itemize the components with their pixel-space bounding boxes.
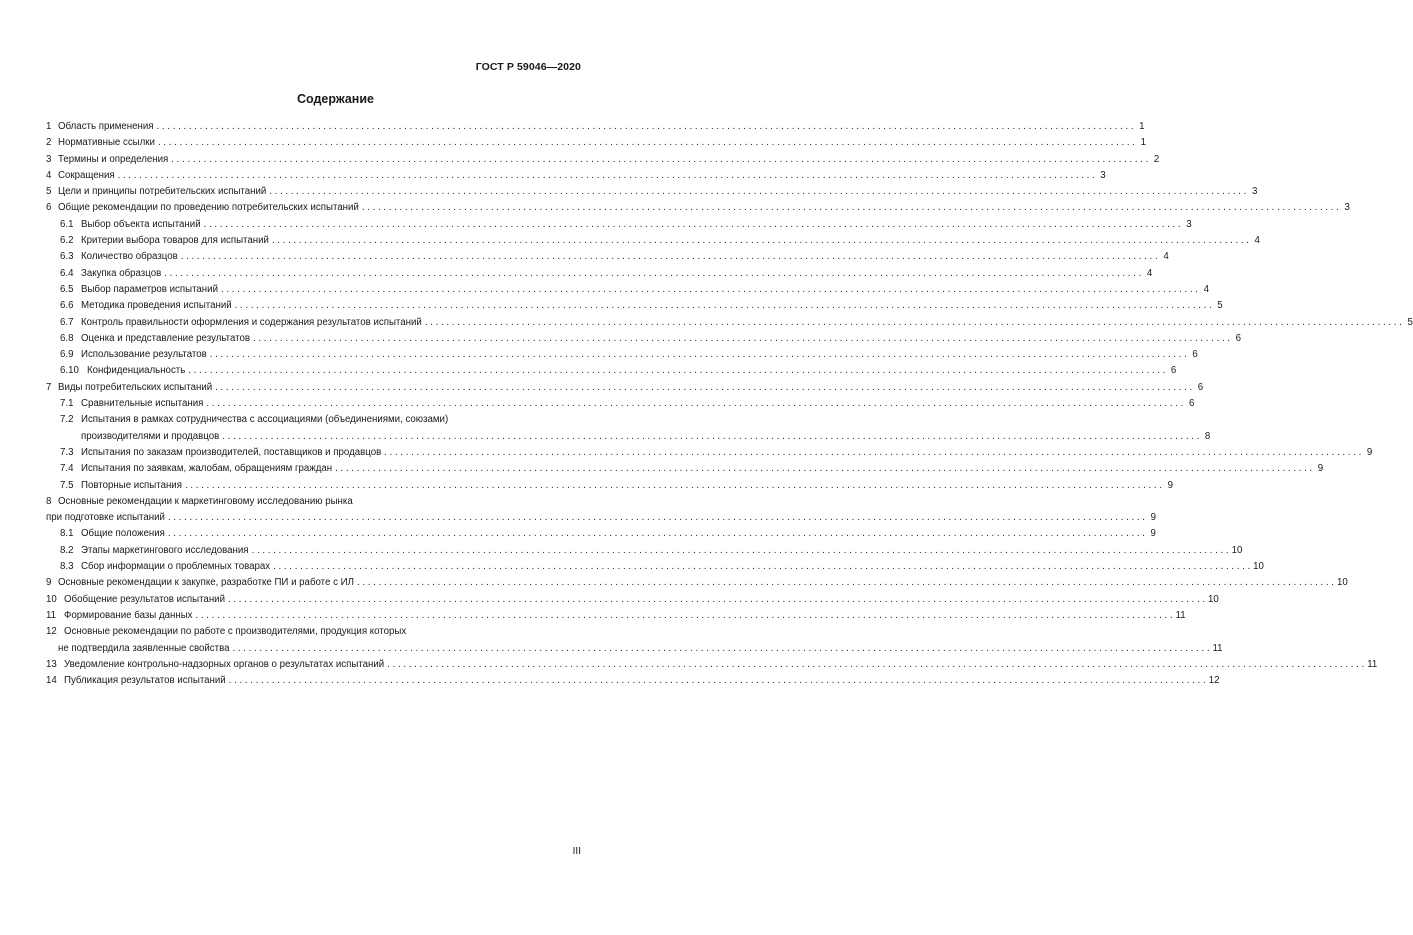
page-title: Содержание [296, 92, 374, 106]
toc-entry-6[interactable]: 6 Общие рекомендации по проведению потребительских испытаний . . . 3 [46, 200, 584, 216]
toc-entry-11[interactable]: 11 Формирование базы данных . . . 11 [46, 608, 584, 624]
toc-entry-7-4[interactable]: 7.4 Испытания по заявкам, жалобам, обращениям граждан . . . 9 [46, 461, 584, 477]
toc-entry-8[interactable]: 8 Основные рекомендации к маркетинговому исследованию рынка при подготовке испытаний . . . 9 [46, 494, 584, 527]
table-of-contents [46, 119, 1413, 689]
toc-entry-6-4[interactable]: 6.4 Закупка образцов . . . 4 [46, 266, 584, 282]
toc-entry-6-5[interactable]: 6.5 Выбор параметров испытаний . . . 4 [46, 282, 584, 298]
toc-entry-7[interactable]: 7 Виды потребительских испытаний . . . 6 [46, 380, 584, 396]
toc-entry-7-5[interactable]: 7.5 Повторные испытания . . . 9 [46, 478, 584, 494]
toc-entry-6-9[interactable]: 6.9 Использование результатов . . . 6 [46, 347, 584, 363]
document-id: ГОСТ Р 59046—2020 [475, 61, 581, 73]
toc-entry-10[interactable]: 10 Обобщение результатов испытаний . . . 10 [46, 592, 584, 608]
toc-entry-7-1[interactable]: 7.1 Сравнительные испытания . . . 6 [46, 396, 584, 412]
toc-entry-6-8[interactable]: 6.8 Оценка и представление результатов . . . 6 [46, 331, 584, 347]
toc-entry-8-1[interactable]: 8.1 Общие положения . . . 9 [46, 526, 584, 542]
toc-entry-6-3[interactable]: 6.3 Количество образцов . . . 4 [46, 249, 584, 265]
toc-entry-6-2[interactable]: 6.2 Критерии выбора товаров для испытаний . . . 4 [46, 233, 584, 249]
toc-entry-4[interactable]: 4 Сокращения . . . 3 [46, 168, 584, 184]
toc-entry-7-3[interactable]: 7.3 Испытания по заказам производителей, поставщиков и продавцов . . . 9 [46, 445, 584, 461]
toc-entry-14[interactable]: 14 Публикация результатов испытаний . . . 12 [46, 673, 584, 689]
toc-entry-9[interactable]: 9 Основные рекомендации к закупке, разработке ПИ и работе с ИЛ . . . 10 [46, 575, 584, 591]
toc-entry-13[interactable]: 13 Уведомление контрольно-надзорных органов о результатах испытаний . . . 11 [46, 657, 584, 673]
toc-entry-6-1[interactable]: 6.1 Выбор объекта испытаний . . . 3 [46, 217, 584, 233]
page-number: III [572, 846, 581, 857]
toc-entry-8-3[interactable]: 8.3 Сбор информации о проблемных товарах . . . 10 [46, 559, 584, 575]
toc-entry-8-2[interactable]: 8.2 Этапы маркетингового исследования . . . 10 [46, 543, 584, 559]
toc-entry-6-10[interactable]: 6.10 Конфиденциальность . . . 6 [46, 363, 584, 379]
toc-entry-6-6[interactable]: 6.6 Методика проведения испытаний . . . 5 [46, 298, 584, 314]
toc-entry-2[interactable]: 2 Нормативные ссылки . . . 1 [46, 135, 584, 151]
toc-entry-5[interactable]: 5 Цели и принципы потребительских испытаний . . . 3 [46, 184, 584, 200]
toc-entry-3[interactable]: 3 Термины и определения . . . 2 [46, 152, 584, 168]
toc-entry-7-2[interactable]: 7.2 Испытания в рамках сотрудничества с ассоциациями (объединениями, союзами) производителями и продавцов . . . 8 [46, 412, 584, 445]
toc-entry-1[interactable]: 1 Область применения . . . 1 [46, 119, 584, 135]
toc-entry-12[interactable]: 12 Основные рекомендации по работе с производителями, продукция которых не подтвердила заявленные свойства . . . 11 [46, 624, 584, 657]
toc-entry-6-7[interactable]: 6.7 Контроль правильности оформления и содержания результатов испытаний . . . 5 [46, 315, 584, 331]
